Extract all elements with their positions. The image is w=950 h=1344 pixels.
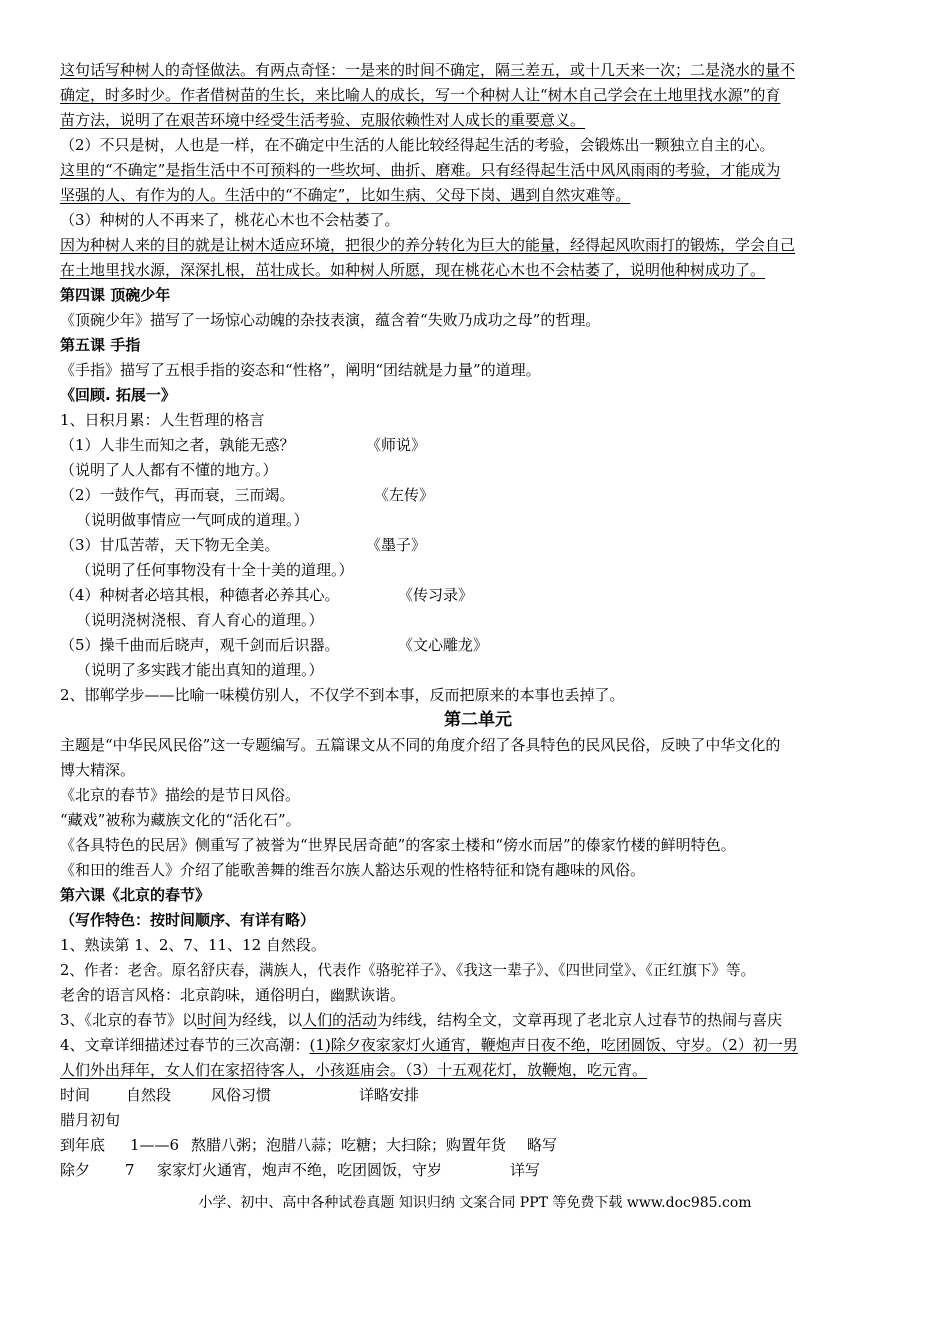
text-span: 比如生病、父母下岗、遇到自然灾难等。 — [360, 186, 631, 204]
quote-line — [60, 533, 896, 558]
paragraph-line: 主题是“中华民风民俗”这一专题编写。五篇课文从不同的角度介绍了各具特色的民风民俗，反映了中华文化的 — [60, 736, 781, 754]
quote-text: （2）一鼓作气，再而衰，三而竭。 — [60, 486, 295, 504]
paragraph-line: 在土地里找水源，深深扎根，茁壮成长。如种树人所愿，现在桃花心木也不会枯萎了，说明他种树成功了。 — [60, 261, 766, 279]
quote-source: 《墨子》 — [366, 536, 427, 554]
paragraph-line: 1、熟读第 1、2、7、11、12 自然段。 — [60, 936, 326, 954]
paragraph-line: 2、作者：老舍。原名舒庆春，满族人，代表作《骆驼祥子》、《我这一辈子》、《四世同堂》、《正红旗下》等。 — [60, 962, 756, 979]
table-cell: 到年底 — [60, 1136, 106, 1154]
table-header-cell: 详略安排 — [359, 1086, 420, 1104]
quote-line — [60, 483, 896, 508]
table-header-row — [60, 1083, 896, 1108]
quote-source: 《传习录》 — [398, 586, 474, 604]
section-heading: （写作特色：按时间顺序、有详有略） — [60, 911, 316, 929]
text-span: 4、文章详细描述过春节的三次高潮： — [60, 1036, 310, 1054]
quote-explanation: （说明了多实践才能出真知的道理。） — [76, 661, 324, 679]
paragraph-line: 苗方法，说明了在艰苦环境中经受生活考验、克服依赖性对人成长的重要意义。 — [60, 111, 586, 129]
paragraph-line: 因为种树人来的目的就是让树木适应环境，把很少的养分转化为巨大的能量，经得起风吹雨打的锻炼，学会自己 — [60, 236, 796, 254]
quote-source: 《师说》 — [366, 436, 427, 454]
paragraph-line: 1、日积月累：人生哲理的格言 — [60, 411, 265, 429]
paragraph-line: 人们外出拜年，女人们在家招待客人，小孩逛庙会。（3）十五观花灯，放鞭炮，吃元宵。 — [60, 1061, 648, 1079]
text-span: 时间 — [197, 1011, 228, 1029]
paragraph-line — [60, 183, 896, 208]
table-header-cell: 风俗习惯 — [211, 1086, 272, 1104]
quote-source: 《左传》 — [374, 486, 435, 504]
paragraph-line: 《北京的春节》描绘的是节日风俗。 — [60, 786, 301, 804]
paragraph-line: 博大精深。 — [60, 761, 136, 779]
quote-line — [60, 583, 896, 608]
paragraph-line: 这里的“不确定”是指生活中不可预料的一些坎坷、曲折、磨难。只有经得起生活中风风雨雨的考验，才能成为 — [60, 161, 781, 179]
text-span: 人们的活动 — [302, 1011, 378, 1029]
quote-text: （5）操千曲而后晓声，观千剑而后识器。 — [60, 636, 340, 654]
paragraph-line: 老舍的语言风格：北京韵味，通俗明白，幽默诙谐。 — [60, 986, 406, 1004]
table-cell: 7 — [125, 1161, 135, 1179]
paragraph-line: 《手指》描写了五根手指的姿态和“性格”，阐明“团结就是力量”的道理。 — [60, 361, 541, 379]
table-header-cell: 自然段 — [126, 1086, 172, 1104]
lesson-heading: 第五课 手指 — [60, 336, 141, 354]
paragraph-line: “藏戏”被称为藏族文化的“活化石”。 — [60, 811, 301, 829]
lesson-heading: 第四课 顶碗少年 — [60, 286, 171, 304]
table-cell: 除夕 — [60, 1161, 91, 1179]
table-cell: 家家灯火通宵，炮声不绝，吃团圆饭，守岁 — [157, 1161, 443, 1179]
table-cell: 1——6 — [130, 1136, 180, 1154]
lesson-heading: 第六课《北京的春节》 — [60, 886, 211, 904]
paragraph-line: 2、邯郸学步——比喻一味模仿别人，不仅学不到本事，反而把原来的本事也丢掉了。 — [60, 686, 625, 704]
quote-explanation: （说明做事情应一气呵成的道理。） — [76, 511, 309, 529]
table-cell: 略写 — [527, 1136, 558, 1154]
paragraph-line — [60, 1008, 896, 1033]
table-cell: 熬腊八粥；泡腊八蒜；吃糖；大扫除；购置年货 — [191, 1136, 507, 1154]
paragraph-line: 《和田的维吾人》介绍了能歌善舞的维吾尔族人豁达乐观的性格特征和饶有趣味的风俗。 — [60, 861, 646, 879]
paragraph-line: 这句话写种树人的奇怪做法。有两点奇怪：一是来的时间不确定，隔三差五，或十几天来一次；二是浇水的量不 — [60, 61, 796, 79]
text-span: (1)除夕夜家家灯火通宵，鞭炮声日夜不绝，吃团圆饭、守岁。（2）初一男 — [309, 1036, 798, 1054]
paragraph-line: （3）种树的人不再来了，桃花心木也不会枯萎了。 — [60, 211, 400, 229]
quote-explanation: （说明了人人都有不懂的地方。） — [60, 461, 278, 479]
text-span: 为经线，以 — [227, 1011, 303, 1029]
document-body — [60, 58, 896, 1183]
paragraph-line: 确定，时多时少。作者借树苗的生长，来比喻人的成长，写一个种树人让“树木自己学会在土地里找水源”的育 — [60, 86, 781, 104]
quote-line — [60, 633, 896, 658]
text-span: 3、《北京的春节》以 — [60, 1011, 198, 1029]
table-row — [60, 1133, 896, 1158]
page-footer: 小学、初中、高中各种试卷真题 知识归纳 文案合同 PPT 等免费下载 www.doc985.com — [198, 1195, 752, 1211]
quote-line — [60, 433, 896, 458]
unit-title: 第二单元 — [444, 710, 512, 730]
section-heading: 《回顾. 拓展一》 — [60, 386, 176, 404]
table-row: 腊月初旬 — [60, 1111, 121, 1129]
quote-source: 《文心雕龙》 — [398, 636, 489, 654]
quote-explanation: （说明了任何事物没有十全十美的道理。） — [76, 561, 354, 579]
table-row — [60, 1158, 896, 1183]
table-header-cell: 时间 — [60, 1086, 91, 1104]
quote-explanation: （说明浇树浇根、育人育心的道理。） — [76, 611, 324, 629]
text-span: 坚强的人、有作为的人。生活中的“不确定”， — [60, 186, 361, 204]
paragraph-line: 《顶碗少年》描写了一场惊心动魄的杂技表演，蕴含着“失败乃成功之母”的哲理。 — [60, 311, 601, 329]
text-span: 为纬线，结构全文，文章再现了老北京人过春节的热闹与喜庆 — [377, 1011, 783, 1029]
paragraph-line — [60, 1033, 896, 1058]
quote-text: （1）人非生而知之者，孰能无惑？ — [60, 436, 295, 454]
paragraph-line: （2）不只是树，人也是一样，在不确定中生活的人能比较经得起生活的考验，会锻炼出一颗独立自主的心。 — [60, 136, 775, 154]
table-cell: 详写 — [510, 1161, 541, 1179]
paragraph-line: 《各具特色的民居》侧重写了被誉为“世界民居奇葩”的客家土楼和“傍水而居”的傣家竹楼的鲜明特色。 — [60, 836, 736, 854]
quote-text: （4）种树者必培其根，种德者必养其心。 — [60, 586, 340, 604]
quote-text: （3）甘瓜苦蒂，天下物无全美。 — [60, 536, 280, 554]
